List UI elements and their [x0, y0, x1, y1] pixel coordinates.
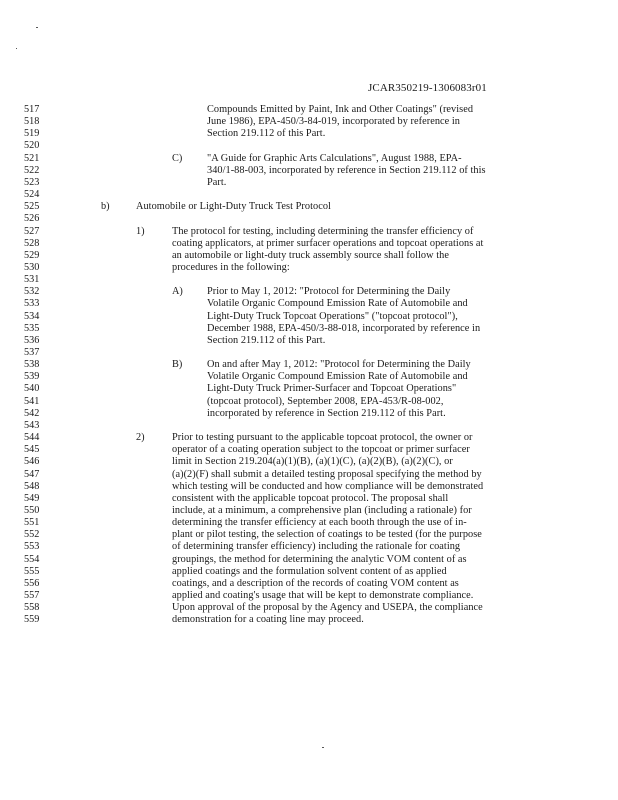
line-text: December 1988, EPA-450/3-88-018, incorporated by reference in [207, 322, 481, 334]
line-number: 535 [24, 322, 40, 334]
line-number: 551 [24, 517, 40, 529]
line-text: consistent with the applicable topcoat protocol. The proposal shall [172, 492, 449, 504]
line-text: 340/1-88-003, incorporated by reference in Section 219.112 of this [207, 164, 486, 176]
line-text: demonstration for a coating line may proceed. [172, 614, 364, 626]
subsection-label: C) [172, 152, 183, 164]
line-text: (topcoat protocol), September 2008, EPA-453/R-08-002, [207, 395, 444, 407]
line-text: applied and coating's usage that will be kept to demonstrate compliance. [172, 590, 474, 601]
line-text: limit in Section 219.204(a)(1)(B), (a)(1)(C), (a)(2)(B), (a)(2)(C), or [172, 456, 453, 468]
line-text: Section 219.112 of this Part. [207, 128, 326, 140]
line-text: (a)(2)(F) shall submit a detailed testing proposal specifying the method by [172, 468, 482, 480]
line-number: 523 [24, 176, 40, 188]
line-number: 537 [24, 347, 40, 358]
line-text: On and after May 1, 2012: "Protocol for Determining the Daily [207, 359, 471, 371]
line-text: plant or pilot testing, the selection of coatings to be tested (for the purpose [172, 529, 482, 541]
line-number: 518 [24, 116, 40, 128]
line-text: an automobile or light-duty truck assembly source shall follow the [172, 249, 449, 261]
line-number: 541 [24, 395, 40, 407]
line-number: 524 [24, 189, 40, 201]
line-text: Volatile Organic Compound Emission Rate of Automobile and [207, 298, 468, 310]
line-text: applied coatings and the formulation solvent content of as applied [172, 565, 447, 577]
line-text: June 1986), EPA-450/3-84-019, incorporated by reference in [207, 116, 461, 128]
line-number: 558 [24, 602, 40, 614]
line-number: 538 [24, 359, 40, 371]
subsection-label: A) [172, 286, 183, 298]
line-number: 531 [24, 274, 40, 286]
line-text: Light-Duty Truck Primer-Surfacer and Topcoat Operations" [207, 383, 457, 395]
line-number: 521 [24, 152, 40, 164]
line-number: 522 [24, 164, 40, 176]
line-text: Prior to May 1, 2012: "Protocol for Determining the Daily [207, 286, 451, 298]
subsection-label: 2) [136, 432, 145, 444]
line-number: 532 [24, 286, 40, 298]
line-number: 554 [24, 553, 40, 565]
line-number: 525 [24, 201, 40, 213]
line-text: Light-Duty Truck Topcoat Operations" ("topcoat protocol"), [207, 310, 458, 322]
line-text: which testing will be conducted and how compliance will be demonstrated [172, 480, 484, 492]
line-number: 527 [24, 225, 40, 237]
line-text: Compounds Emitted by Paint, Ink and Other Coatings" (revised [207, 104, 474, 115]
line-text: procedures in the following: [172, 262, 290, 273]
line-text: Prior to testing pursuant to the applicable topcoat protocol, the owner or [172, 432, 473, 444]
line-number: 520 [24, 140, 40, 152]
line-text: "A Guide for Graphic Arts Calculations", August 1988, EPA- [207, 152, 462, 164]
line-text: determining the transfer efficiency at each booth through the use of in- [172, 517, 467, 529]
line-number: 550 [24, 504, 40, 516]
line-text: Section 219.112 of this Part. [207, 334, 326, 346]
line-number: 556 [24, 577, 40, 589]
line-text: coatings, and a description of the records of coating VOM content as [172, 577, 459, 589]
line-text: Automobile or Light-Duty Truck Test Protocol [136, 201, 331, 213]
line-number: 559 [24, 614, 40, 626]
line-text: incorporated by reference in Section 219.112 of this Part. [207, 407, 446, 419]
line-number: 545 [24, 444, 40, 456]
line-number: 517 [24, 104, 40, 115]
line-text: coating applicators, at primer surfacer operations and topcoat operations at [172, 237, 484, 249]
line-number: 553 [24, 541, 40, 553]
document-id-header: JCAR350219-1306083r01 [368, 82, 487, 94]
line-text: operator of a coating operation subject to the topcoat or primer surfacer [172, 444, 470, 456]
line-number: 543 [24, 419, 40, 431]
subsection-label: 1) [136, 225, 145, 237]
subsection-label: b) [101, 201, 110, 213]
line-number: 546 [24, 456, 40, 468]
line-number: 539 [24, 371, 40, 383]
line-number: 536 [24, 334, 40, 346]
line-number: 549 [24, 492, 40, 504]
line-number: 542 [24, 407, 40, 419]
line-number: 552 [24, 529, 40, 541]
line-number: 544 [24, 432, 40, 444]
line-text: include, at a minimum, a comprehensive plan (including a rationale) for [172, 504, 472, 516]
line-number: 526 [24, 213, 40, 225]
line-number: 548 [24, 480, 40, 492]
line-text: Volatile Organic Compound Emission Rate of Automobile and [207, 371, 468, 383]
line-number: 540 [24, 383, 40, 395]
subsection-label: B) [172, 359, 183, 371]
line-number: 555 [24, 565, 40, 577]
line-number: 528 [24, 237, 40, 249]
line-number: 530 [24, 262, 40, 273]
line-text: groupings, the method for determining the analytic VOM content of as [172, 553, 467, 565]
line-number: 529 [24, 249, 40, 261]
line-number: 534 [24, 310, 40, 322]
line-number: 547 [24, 468, 40, 480]
line-number: 519 [24, 128, 40, 140]
line-text: Part. [207, 176, 227, 188]
line-text: of determining transfer efficiency) including the rationale for coating [172, 541, 461, 553]
line-number: 533 [24, 298, 40, 310]
line-number: 557 [24, 590, 40, 601]
line-text: Upon approval of the proposal by the Agency and USEPA, the compliance [172, 602, 483, 614]
line-text: The protocol for testing, including determining the transfer efficiency of [172, 225, 474, 237]
